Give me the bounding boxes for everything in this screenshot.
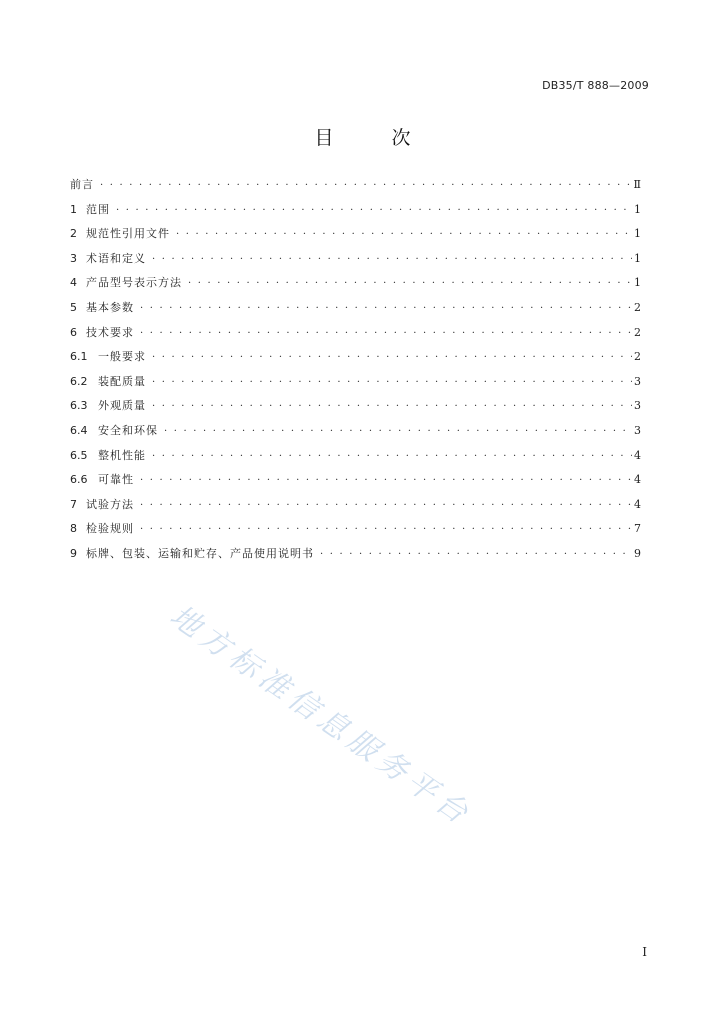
toc-dot-leader bbox=[140, 325, 632, 343]
document-id: DB35/T 888—2009 bbox=[542, 79, 649, 92]
toc-entry-page: 4 bbox=[634, 473, 641, 487]
toc-entry[interactable] bbox=[70, 274, 641, 299]
toc-entry-number: 9 bbox=[70, 546, 77, 560]
toc-entry[interactable] bbox=[70, 520, 641, 545]
toc-entry-number: 6.1 bbox=[70, 350, 88, 364]
watermark: 地方标准信息服务平台 bbox=[163, 598, 479, 834]
toc-entry-label: 装配质量 bbox=[98, 374, 146, 388]
toc-dot-leader bbox=[140, 472, 632, 490]
toc-entry[interactable] bbox=[70, 471, 641, 496]
toc-dot-leader bbox=[140, 521, 632, 539]
toc-entry[interactable] bbox=[70, 422, 641, 447]
toc-dot-leader bbox=[320, 546, 632, 564]
toc-entry[interactable] bbox=[70, 496, 641, 521]
toc-entry-number: 7 bbox=[70, 497, 77, 511]
toc-entry-label: 检验规则 bbox=[86, 522, 134, 536]
toc-entry-label: 安全和环保 bbox=[98, 423, 158, 437]
toc-entry-label: 产品型号表示方法 bbox=[86, 276, 182, 290]
toc-entry[interactable] bbox=[70, 201, 641, 226]
toc-entry-number: 3 bbox=[70, 251, 77, 265]
toc-dot-leader bbox=[164, 423, 632, 441]
toc-entry[interactable] bbox=[70, 324, 641, 349]
toc-dot-leader bbox=[176, 226, 632, 244]
toc-entry-number: 4 bbox=[70, 276, 77, 290]
toc-entry-number: 6.2 bbox=[70, 374, 88, 388]
toc-dot-leader bbox=[152, 448, 632, 466]
toc-entry-number: 2 bbox=[70, 227, 77, 241]
toc-entry[interactable] bbox=[70, 373, 641, 398]
toc-entry-number: 6 bbox=[70, 325, 77, 339]
toc-entry-page: 9 bbox=[634, 546, 641, 560]
toc-dot-leader bbox=[140, 300, 632, 318]
toc-entry-label: 可靠性 bbox=[98, 473, 134, 487]
toc-entry-number: 8 bbox=[70, 522, 77, 536]
toc-entry-page: 4 bbox=[634, 448, 641, 462]
toc-entry-label: 技术要求 bbox=[86, 325, 134, 339]
toc-dot-leader bbox=[152, 398, 632, 416]
toc-dot-leader bbox=[116, 202, 632, 220]
toc-entry-label: 整机性能 bbox=[98, 448, 146, 462]
toc-entry-page: Ⅱ bbox=[633, 178, 641, 191]
toc-entry[interactable] bbox=[70, 225, 641, 250]
toc-entry[interactable] bbox=[70, 397, 641, 422]
toc-entry-number: 5 bbox=[70, 300, 77, 314]
toc-entry-page: 2 bbox=[634, 350, 641, 364]
toc-dot-leader bbox=[188, 275, 632, 293]
toc-entry-page: 3 bbox=[634, 399, 641, 413]
toc-entry-number: 6.4 bbox=[70, 423, 88, 437]
toc-entry[interactable] bbox=[70, 545, 641, 570]
toc-dot-leader bbox=[152, 349, 632, 367]
toc-entry-label: 术语和定义 bbox=[86, 251, 146, 265]
toc-entry-label: 试验方法 bbox=[86, 497, 134, 511]
toc-entry[interactable] bbox=[70, 299, 641, 324]
toc-entry-label: 一般要求 bbox=[98, 350, 146, 364]
toc-entry-page: 2 bbox=[634, 300, 641, 314]
toc-entry-page: 3 bbox=[634, 374, 641, 388]
toc-entry[interactable] bbox=[70, 250, 641, 275]
toc-entry-label: 前言 bbox=[70, 178, 94, 191]
toc-entry-label: 标牌、包装、运输和贮存、产品使用说明书 bbox=[86, 546, 314, 560]
page-title: 目次 bbox=[314, 127, 469, 149]
toc-entry-label: 规范性引用文件 bbox=[86, 227, 170, 241]
toc-entry-page: 1 bbox=[634, 227, 641, 241]
toc-entry-page: 7 bbox=[634, 522, 641, 536]
toc-entry-page: 2 bbox=[634, 325, 641, 339]
toc-dot-leader bbox=[152, 251, 632, 269]
toc-entry-label: 外观质量 bbox=[98, 399, 146, 413]
toc-entry-number: 6.6 bbox=[70, 473, 88, 487]
toc-entry[interactable] bbox=[70, 348, 641, 373]
toc-entry-number: 1 bbox=[70, 202, 77, 216]
toc-entry-page: 4 bbox=[634, 497, 641, 511]
toc-entry-number: 6.5 bbox=[70, 448, 88, 462]
toc-entry-page: 1 bbox=[634, 251, 641, 265]
page-number: I bbox=[642, 945, 647, 959]
toc-entry-label: 基本参数 bbox=[86, 300, 134, 314]
toc-entry-page: 1 bbox=[634, 276, 641, 290]
toc-dot-leader bbox=[140, 497, 632, 515]
toc-entry-number: 6.3 bbox=[70, 399, 88, 413]
toc-dot-leader bbox=[100, 177, 632, 195]
toc-dot-leader bbox=[152, 374, 632, 392]
toc-entry-label: 范围 bbox=[86, 202, 110, 216]
table-of-contents bbox=[70, 176, 641, 570]
toc-entry-page: 1 bbox=[634, 202, 641, 216]
toc-entry[interactable] bbox=[70, 447, 641, 472]
toc-entry-page: 3 bbox=[634, 423, 641, 437]
toc-entry[interactable] bbox=[70, 176, 641, 201]
